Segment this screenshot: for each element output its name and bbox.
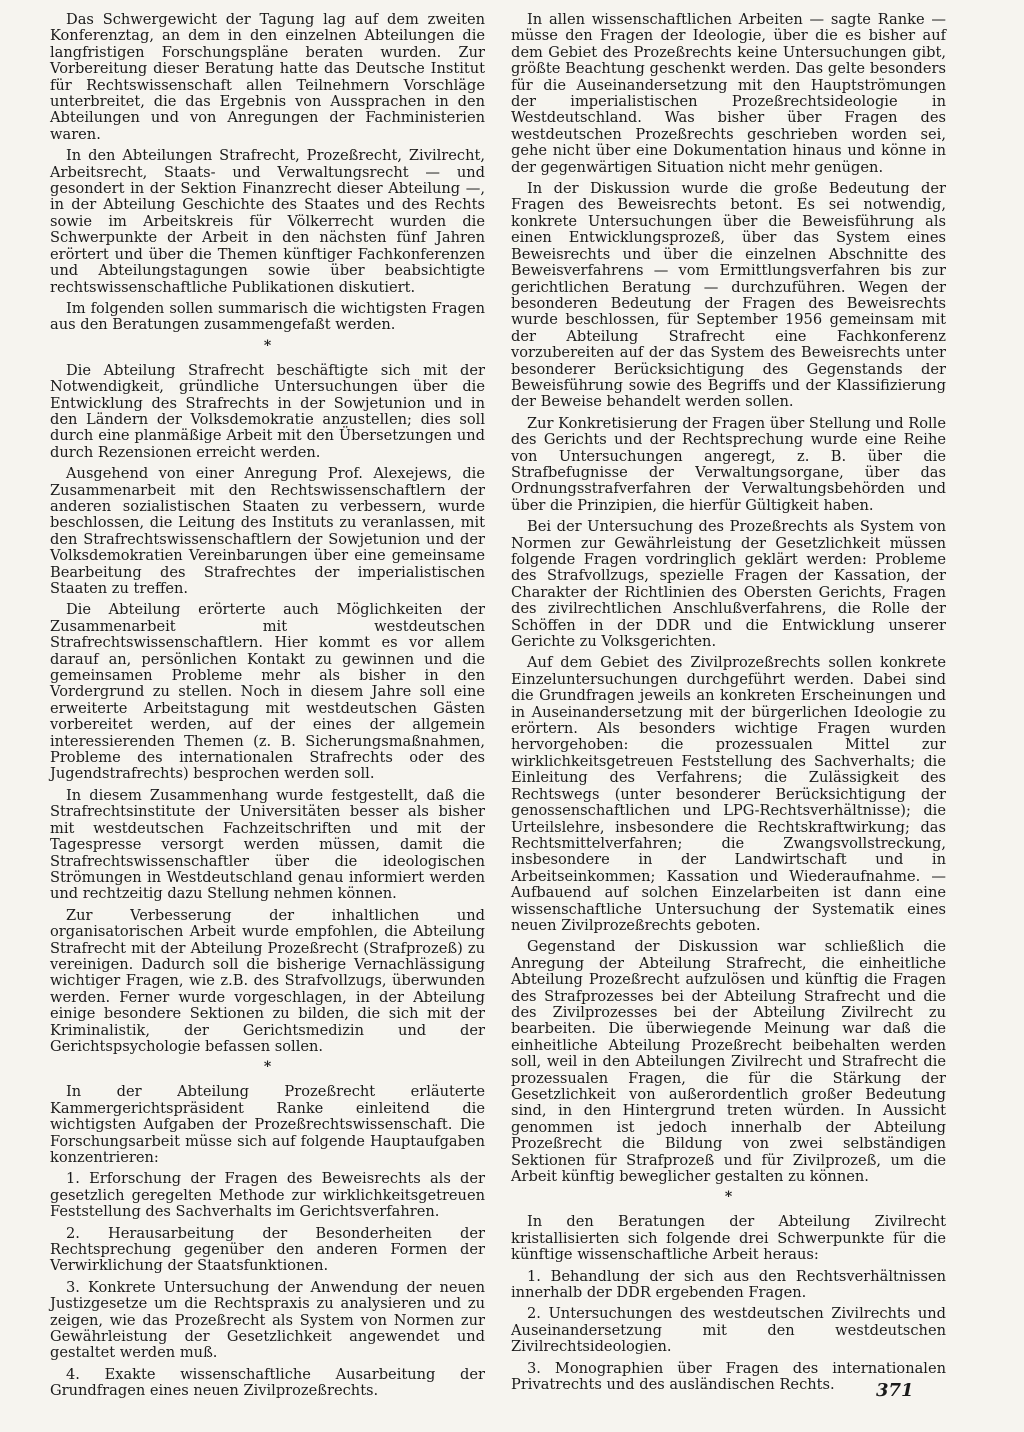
list-item: 2. Untersuchungen des westdeutschen Zivilrechts und Auseinandersetzung mit den westdeutschen Zivilrechtsideologien. <box>511 1305 946 1356</box>
paragraph: In der Diskussion wurde die große Bedeutung der Fragen des Beweisrechts betont. Es sei notwendig, konkrete Untersuchungen über die Beweisführung als einen Entwicklungsprozeß, über das System eines Beweisrechts und über die einzelnen Abschnitte des Beweisverfahrens — vom Ermittlungsverfahren bis zur gerichtlichen Beratung — durchzuführen. Wegen der besonderen Bedeutung der Fragen des Beweisrechts wurde beschlossen, für September 1956 gemeinsam mit der Abteilung Strafrecht eine Fachkonferenz vorzubereiten auf der das System des Beweisrechts unter besonderer Berücksichtigung des Gegenstands der Beweisführung sowie des Begriffs und der Klassifizierung der Beweise behandelt werden sollen. <box>511 180 946 411</box>
paragraph: Zur Konkretisierung der Fragen über Stellung und Rolle des Gerichts und der Rechtsprechung wurde eine Reihe von Untersuchungen angeregt, z. B. über die Strafbefugnisse der Verwaltungsorgane, über das Ordnungsstrafverfahren der Verwaltungsbehörden und über die Prinzipien, die hierfür Gültigkeit haben. <box>511 414 946 514</box>
paragraph: Gegenstand der Diskussion war schließlich die Anregung der Abteilung Strafrecht, die einheitliche Abteilung Prozeßrecht aufzulösen und künftig die Fragen des Strafprozesses bei der Abteilung Strafrecht und die des Zivilprozesses bei der Abteilung Zivilrecht zu bearbeiten. Die überwiegende Meinung war daß die einheitliche Abteilung Prozeßrecht beibehalten werden soll, weil in den Abteilungen Zivilrecht und Strafrecht die prozessualen Fragen, die für die Stärkung der Gesetzlichkeit von außerordentlich großer Bedeutung sind, in den Hintergrund treten würden. In Aussicht genommen ist jedoch innerhalb der Abteilung Prozeßrecht die Bildung von zwei selbständigen Sektionen für Strafprozeß und für Zivilprozeß, um die Arbeit künftig beweglicher gestalten zu können. <box>511 938 946 1186</box>
right-column <box>511 12 946 1399</box>
section-separator: * <box>724 1189 733 1206</box>
paragraph: In den Beratungen der Abteilung Zivilrecht kristallisierten sich folgende drei Schwerpunkte für die künftige wissenschaftliche Arbeit heraus: <box>511 1213 946 1264</box>
page-number: 371 <box>876 1380 914 1401</box>
list-item: 2. Herausarbeitung der Besonderheiten der Rechtsprechung gegenüber den anderen Formen der Verwirklichung der Staatsfunktionen. <box>50 1224 485 1275</box>
left-column <box>50 12 485 1405</box>
section-separator: * <box>263 337 272 354</box>
paragraph: Im folgenden sollen summarisch die wichtigsten Fragen aus den Beratungen zusammengefaßt werden. <box>50 299 485 334</box>
list-item: 3. Monographien über Fragen des internationalen Privatrechts und des ausländischen Rechts. <box>511 1359 946 1394</box>
paragraph: Die Abteilung Strafrecht beschäftigte sich mit der Notwendigkeit, gründliche Untersuchungen über die Entwicklung des Strafrechts in der Sowjetunion und in den Ländern der Volksdemokratie anzustellen; dies soll durch eine planmäßige Arbeit mit den Übersetzungen und durch Rezensionen erreicht werden. <box>50 361 485 461</box>
paragraph: In den Abteilungen Strafrecht, Prozeßrecht, Zivilrecht, Arbeitsrecht, Staats- und Verwaltungsrecht — und gesondert in der Sektion Finanzrecht dieser Abteilung —, in der Abteilung Geschichte des Staates und des Rechts sowie im Arbeitskreis für Völkerrecht wurden die Schwerpunkte der Arbeit in den nächsten fünf Jahren erörtert und über die Themen künftiger Fachkonferenzen und Abteilungstagungen sowie über beabsichtigte rechtswissenschaftliche Publikationen diskutiert. <box>50 147 485 296</box>
list-item: 4. Exakte wissenschaftliche Ausarbeitung der Grundfragen eines neuen Zivilprozeßrechts. <box>50 1365 485 1400</box>
paragraph: In der Abteilung Prozeßrecht erläuterte Kammergerichtspräsident Ranke einleitend die wichtigsten Aufgaben der Prozeßrechtswissenschaft. Die Forschungsarbeit müsse sich auf folgende Hauptaufgaben konzentrieren: <box>50 1083 485 1166</box>
paragraph: Die Abteilung erörterte auch Möglichkeiten der Zusammenarbeit mit westdeutschen Strafrechtswissenschaftlern. Hier kommt es vor allem darauf an, persönlichen Kontakt zu gewinnen und die gemeinsamen Probleme mehr als bisher in den Vordergrund zu stellen. Noch in diesem Jahre soll eine erweiterte Arbeitstagung mit westdeutschen Gästen vorbereitet werden, auf der eines der allgemein interessierenden Themen (z. B. Sicherungsmaßnahmen, Probleme des internationalen Strafrechts oder des Jugendstrafrechts) besprochen werden soll. <box>50 601 485 783</box>
section-separator: * <box>263 1059 272 1076</box>
paragraph: Auf dem Gebiet des Zivilprozeßrechts sollen konkrete Einzeluntersuchungen durchgeführt werden. Dabei sind die Grundfragen jeweils an konkreten Erscheinungen und in Auseinandersetzung mit der bürgerlichen Ideologie zu erörtern. Als besonders wichtige Fragen wurden hervorgehoben: die prozessualen Mittel zur wirklichkeitsgetreuen Feststellung des Sachverhalts; die Einleitung des Verfahrens; die Zulässigkeit des Rechtswegs (unter besonderer Berücksichtigung der genossenschaftlichen und LPG-Rechtsverhältnisse); die Urteilslehre, insbesondere die Rechtskraftwirkung; das Rechtsmittelverfahren; die Zwangsvollstreckung, insbesondere in der Landwirtschaft und in Arbeitseinkommen; Kassation und Wiederaufnahme. — Aufbauend auf solchen Einzelarbeiten ist dann eine wissenschaftliche Untersuchung der Systematik eines neuen Zivilprozeßrechts geboten. <box>511 654 946 934</box>
list-item: 1. Behandlung der sich aus den Rechtsverhältnissen innerhalb der DDR ergebenden Fragen. <box>511 1267 946 1302</box>
paragraph: Bei der Untersuchung des Prozeßrechts als System von Normen zur Gewährleistung der Gesetzlichkeit müssen folgende Fragen vordringlich geklärt werden: Probleme des Strafvollzugs, spezielle Fragen der Kassation, der Charakter der Richtlinien des Obersten Gerichts, Fragen des zivilrechtlichen Anschlußverfahrens, die Rolle der Schöffen in der DDR und die Entwicklung unserer Gerichte zu Volksgerichten. <box>511 518 946 651</box>
list-item: 1. Erforschung der Fragen des Beweisrechts als der gesetzlich geregelten Methode zur wirklichkeitsgetreuen Feststellung des Sachverhalts im Gerichtsverfahren. <box>50 1170 485 1221</box>
paragraph: Ausgehend von einer Anregung Prof. Alexejews, die Zusammenarbeit mit den Rechtswissenschaftlern der anderen sozialistischen Staaten zu verbessern, wurde beschlossen, die Leitung des Instituts zu veranlassen, mit den Strafrechtswissenschaftlern der Sowjetunion und der Volksdemokratien Vereinbarungen über eine gemeinsame Bearbeitung des Strafrechtes der imperialistischen Staaten zu treffen. <box>50 465 485 597</box>
paragraph: In diesem Zusammenhang wurde festgestellt, daß die Strafrechtsinstitute der Universitäten besser als bisher mit westdeutschen Fachzeitschriften und mit der Tagespresse versorgt werden müssen, damit die Strafrechtswissenschaftler über die ideologischen Strömungen in Westdeutschland genau informiert werden und rechtzeitig dazu Stellung nehmen können. <box>50 786 485 903</box>
paragraph: In allen wissenschaftlichen Arbeiten — sagte Ranke — müsse den Fragen der Ideologie, über die es bisher auf dem Gebiet des Prozeßrechts keine Untersuchungen gibt, größte Beachtung geschenkt werden. Das gelte besonders für die Auseinandersetzung mit den Hauptströmungen der imperialistischen Prozeßrechtsideologie in Westdeutschland. Was bisher über Fragen des westdeutschen Prozeßrechts geschrieben worden sei, gehe nicht über eine Dokumentation hinaus und könne in der gegenwärtigen Situation nicht mehr genügen. <box>511 11 946 176</box>
paragraph: Das Schwergewicht der Tagung lag auf dem zweiten Konferenztag, an dem in den einzelnen Abteilungen die langfristigen Forschungspläne beraten wurden. Zur Vorbereitung dieser Beratung hatte das Deutsche Institut für Rechtswissenschaft allen Teilnehmern Vorschläge unterbreitet, die das Ergebnis von Aussprachen in den Abteilungen und von Anregungen der Fachministerien waren. <box>50 11 485 143</box>
list-item: 3. Konkrete Untersuchung der Anwendung der neuen Justizgesetze um die Rechtspraxis zu analysieren und zu zeigen, wie das Prozeßrecht als System von Normen zur Gewährleistung der Gesetzlichkeit angewendet und gestaltet werden muß. <box>50 1278 485 1362</box>
paragraph: Zur Verbesserung der inhaltlichen und organisatorischen Arbeit wurde empfohlen, die Abteilung Strafrecht mit der Abteilung Prozeßrecht (Strafprozeß) zu vereinigen. Dadurch soll die bisherige Vernachlässigung wichtiger Fragen, wie z.B. des Strafvollzugs, überwunden werden. Ferner wurde vorgeschlagen, in der Abteilung einige besondere Sektionen zu bilden, die sich mit der Kriminalistik, der Gerichtsmedizin und der Gerichtspsychologie befassen sollen. <box>50 906 485 1055</box>
